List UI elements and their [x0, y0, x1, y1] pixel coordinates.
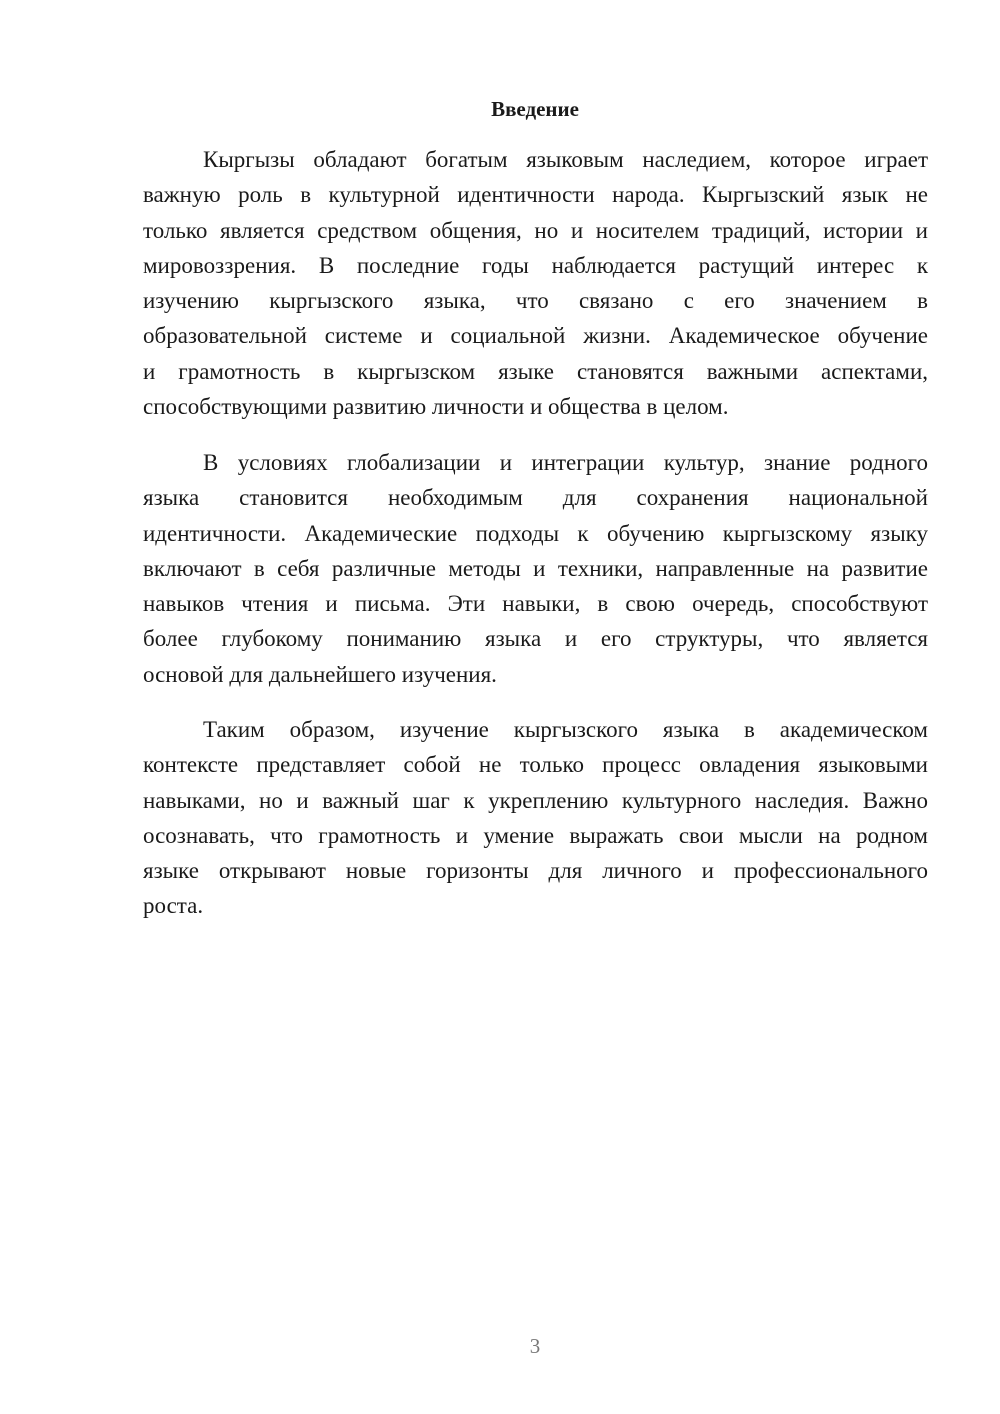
text-line: навыков чтения и письма. Эти навыки, в свою очередь, способствуют	[143, 591, 928, 617]
text-line: и грамотность в кыргызском языке становятся важными аспектами,	[143, 358, 928, 384]
text-line: только является средством общения, но и носителем традиций, истории и	[143, 217, 928, 243]
paragraph-2	[143, 445, 928, 692]
text-line: способствующими развитию личности и общества в целом.	[143, 394, 729, 420]
text-line: образовательной системе и социальной жизни. Академическое обучение	[143, 323, 928, 349]
text-line: важную роль в культурной идентичности народа. Кыргызский язык не	[143, 182, 928, 208]
text-line: В условиях глобализации и интеграции культур, знание родного	[203, 450, 928, 475]
text-line: языка становится необходимым для сохранения национальной	[143, 485, 928, 511]
page-number: 3	[529, 1334, 541, 1358]
text-line: включают в себя различные методы и техники, направленные на развитие	[143, 555, 928, 581]
text-line: идентичности. Академические подходы к обучению кыргызскому языку	[143, 520, 928, 546]
text-line: языке открывают новые горизонты для личного и профессионального	[143, 858, 928, 884]
paragraph-1	[143, 142, 928, 424]
text-line: изучению кыргызского языка, что связано с его значением в	[143, 288, 928, 314]
text-line: мировоззрения. В последние годы наблюдается растущий интерес к	[143, 252, 928, 278]
paragraph-3	[143, 712, 928, 924]
text-line: Таким образом, изучение кыргызского языка в академическом	[203, 717, 928, 742]
section-heading: Введение	[491, 97, 579, 121]
text-line: роста.	[143, 893, 204, 919]
text-line: осознавать, что грамотность и умение выражать свои мысли на родном	[143, 822, 928, 848]
text-line: контексте представляет собой не только процесс овладения языковыми	[143, 752, 928, 778]
text-line: Кыргызы обладают богатым языковым наследием, которое играет	[203, 147, 928, 172]
text-line: основой для дальнейшего изучения.	[143, 661, 497, 687]
text-line: навыками, но и важный шаг к укреплению культурного наследия. Важно	[143, 787, 928, 813]
text-line: более глубокому пониманию языка и его структуры, что является	[143, 626, 928, 652]
